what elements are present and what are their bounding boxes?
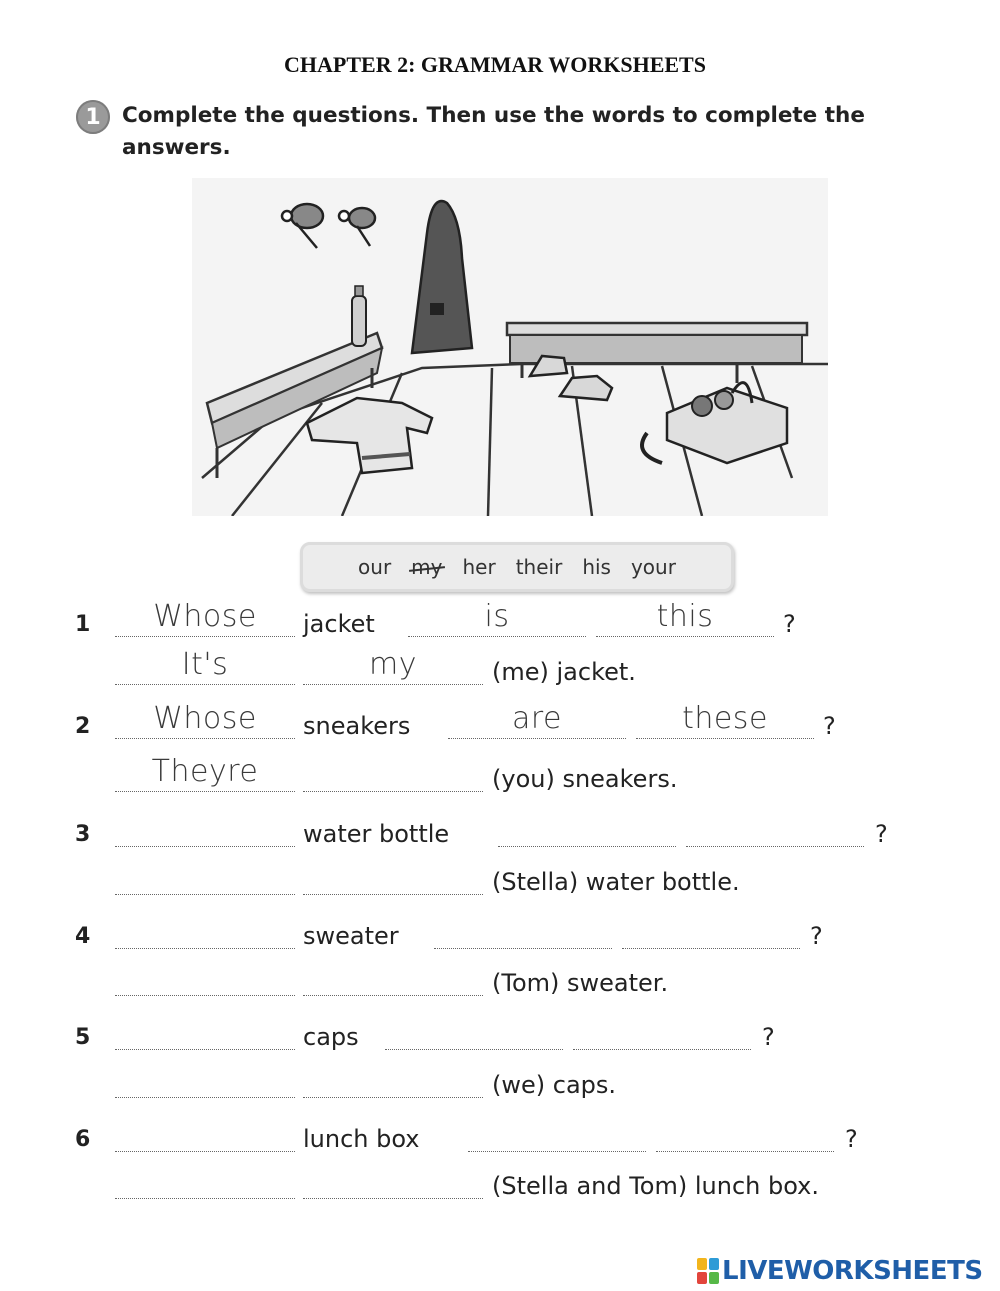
question-mark: ?: [783, 610, 796, 638]
answer-text: Theyre: [151, 754, 259, 789]
word-bank-item: his: [582, 555, 611, 579]
sweater-icon: [307, 398, 432, 473]
question-blank-1[interactable]: [115, 1025, 295, 1050]
answer-text: Whose: [153, 599, 257, 634]
question-blank-3[interactable]: [686, 822, 864, 847]
answer-blank-2[interactable]: [303, 870, 483, 895]
answer-text: my: [369, 647, 417, 682]
answer-blank-2[interactable]: [303, 1073, 483, 1098]
question-text: jacket: [303, 610, 375, 638]
question-mark: ?: [810, 922, 823, 950]
answer-blank-1[interactable]: [115, 971, 295, 996]
question-blank-3[interactable]: [622, 924, 800, 949]
word-bank-item: your: [630, 555, 676, 579]
word-bank-item-crossed-out: my: [411, 555, 443, 579]
question-text: sweater: [303, 922, 399, 950]
question-blank-3[interactable]: [573, 1025, 751, 1050]
answer-text: are: [511, 701, 562, 736]
worksheet-title: CHAPTER 2: GRAMMAR WORKSHEETS: [284, 52, 706, 77]
liveworksheets-logo-text: LIVEWORKSHEETS: [722, 1256, 983, 1286]
item-number: 4: [75, 924, 91, 949]
answer-blank-1[interactable]: [115, 754, 295, 792]
item-number: 2: [75, 714, 91, 739]
liveworksheets-logo[interactable]: [697, 1255, 983, 1287]
answer-blank-2[interactable]: [303, 647, 483, 685]
exercise-number-badge: 1: [76, 100, 110, 134]
question-blank-3[interactable]: [656, 1127, 834, 1152]
question-text: lunch box: [303, 1125, 420, 1153]
question-blank-1[interactable]: [115, 701, 295, 739]
answer-blank-1[interactable]: [115, 1073, 295, 1098]
answer-text-prompt: (Stella) water bottle.: [492, 868, 740, 896]
question-blank-2[interactable]: [385, 1025, 563, 1050]
word-bank-item: her: [462, 555, 496, 579]
question-mark: ?: [762, 1023, 775, 1051]
answer-text-prompt: (me) jacket.: [492, 658, 636, 686]
question-mark: ?: [875, 820, 888, 848]
cloakroom-drawing: [192, 178, 828, 516]
answer-text-prompt: (we) caps.: [492, 1071, 617, 1099]
word-bank: [300, 542, 734, 592]
jacket-on-hook-icon: [412, 201, 472, 353]
lunch-box-icon: [642, 383, 787, 463]
question-blank-2[interactable]: [434, 924, 612, 949]
question-mark: ?: [845, 1125, 858, 1153]
answer-blank-1[interactable]: [115, 1174, 295, 1199]
answer-blank-2[interactable]: [303, 1174, 483, 1199]
answer-text-prompt: (Stella and Tom) lunch box.: [492, 1172, 819, 1200]
answer-text: these: [682, 701, 768, 736]
question-blank-3[interactable]: [596, 599, 774, 637]
water-bottle-icon: [352, 286, 366, 346]
caps-on-hooks-icon: [282, 204, 375, 248]
answer-text: It's: [181, 647, 229, 682]
word-bank-item: their: [515, 555, 563, 579]
answer-text-prompt: (Tom) sweater.: [492, 969, 669, 997]
question-text: sneakers: [303, 712, 411, 740]
item-number: 6: [75, 1127, 91, 1152]
answer-blank-1[interactable]: [115, 870, 295, 895]
exercise-instructions: Complete the questions. Then use the words to complete the answers.: [122, 103, 865, 160]
answer-blank-2[interactable]: [303, 971, 483, 996]
answer-blank-1[interactable]: [115, 647, 295, 685]
liveworksheets-logo-icon: [697, 1258, 719, 1284]
question-blank-2[interactable]: [468, 1127, 646, 1152]
question-blank-1[interactable]: [115, 924, 295, 949]
answer-text: is: [484, 599, 510, 634]
question-blank-2[interactable]: [498, 822, 676, 847]
question-mark: ?: [823, 712, 836, 740]
item-number: 5: [75, 1025, 91, 1050]
answer-blank-2[interactable]: [303, 767, 483, 792]
item-number: 3: [75, 822, 91, 847]
answer-text: Whose: [153, 701, 257, 736]
question-text: caps: [303, 1023, 359, 1051]
question-blank-1[interactable]: [115, 1127, 295, 1152]
answer-text-prompt: (you) sneakers.: [492, 765, 678, 793]
question-blank-1[interactable]: [115, 599, 295, 637]
question-text: water bottle: [303, 820, 450, 848]
question-blank-1[interactable]: [115, 822, 295, 847]
answer-text: this: [656, 599, 714, 634]
question-blank-2[interactable]: [448, 701, 626, 739]
word-bank-item: our: [358, 555, 392, 579]
question-blank-2[interactable]: [408, 599, 586, 637]
item-number: 1: [75, 612, 91, 637]
question-blank-3[interactable]: [636, 701, 814, 739]
cloakroom-illustration: [192, 178, 828, 516]
